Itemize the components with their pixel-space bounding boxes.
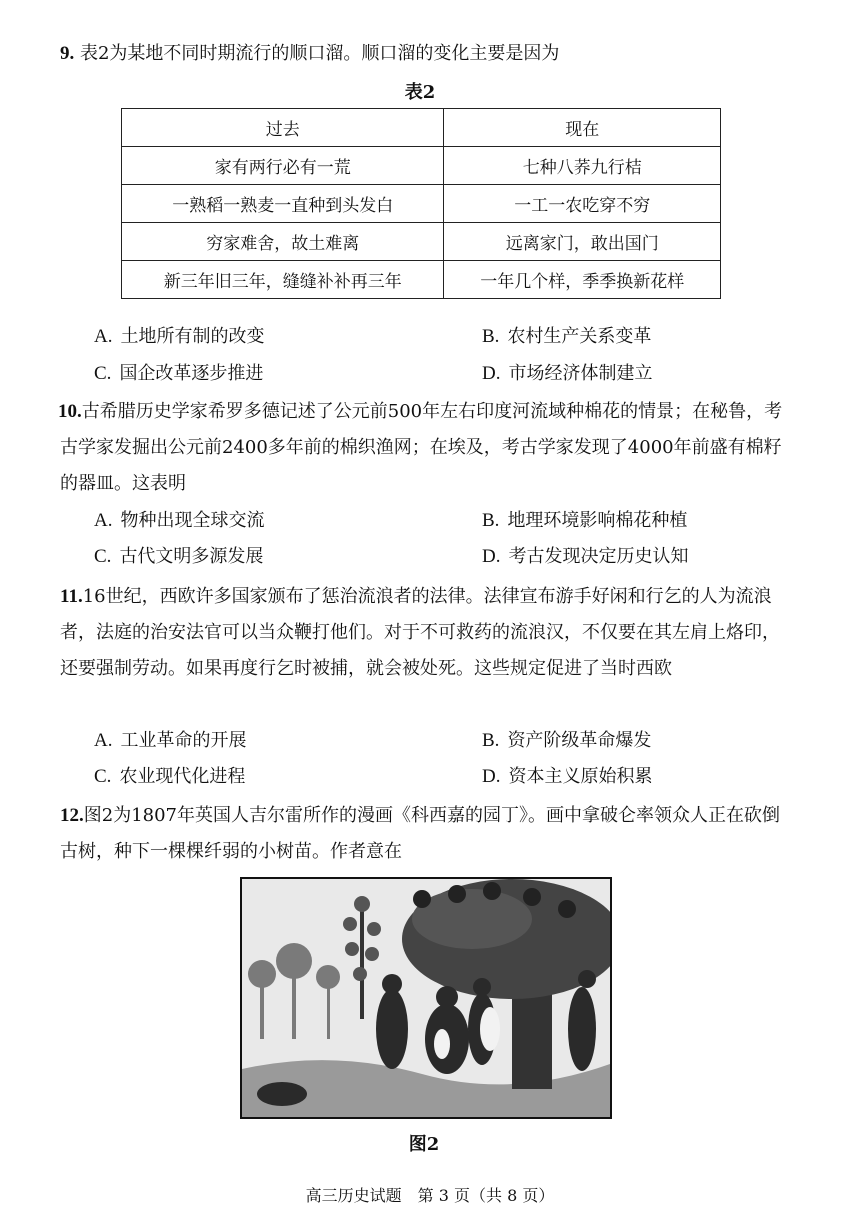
question-9: [60, 36, 790, 72]
table-row: [122, 223, 721, 261]
table-cell: 家有两行必有一荒: [122, 147, 444, 185]
option-a[interactable]: [94, 509, 264, 533]
option-d[interactable]: [482, 362, 652, 386]
table-cell: 远离家门，敢出国门: [444, 223, 721, 261]
option-letter: B.: [482, 326, 500, 347]
page-footer: 高三历史试题 第 3 页（共 8 页）: [305, 1186, 555, 1205]
table-cell: 七种八荞九行桔: [444, 147, 721, 185]
table-row: [122, 185, 721, 223]
option-letter: A.: [94, 510, 113, 531]
option-d[interactable]: [482, 765, 652, 789]
option-text: 土地所有制的改变: [120, 326, 265, 347]
option-b[interactable]: [482, 325, 651, 349]
option-a[interactable]: [94, 325, 264, 349]
cartoon-figure: [240, 877, 612, 1119]
option-letter: C.: [94, 363, 112, 384]
table-header-row: [122, 109, 721, 147]
option-b[interactable]: [482, 509, 687, 533]
option-c[interactable]: [94, 545, 263, 569]
option-text: 物种出现全球交流: [120, 510, 265, 531]
table-caption: 表2: [404, 82, 436, 103]
option-text: 国企改革逐步推进: [119, 363, 264, 384]
table-cell: 一熟稻一熟麦一直种到头发白: [122, 185, 444, 223]
table-cell: 穷家难舍，故土难离: [122, 223, 444, 261]
option-text: 农业现代化进程: [119, 766, 246, 787]
table-cell: 一工一农吃穿不穷: [444, 185, 721, 223]
table-2: [121, 108, 721, 299]
option-letter: A.: [94, 326, 113, 347]
option-d[interactable]: [482, 545, 688, 569]
question-number: 12.: [60, 805, 84, 826]
question-stem: 表2为某地不同时期流行的顺口溜。顺口溜的变化主要是因为: [79, 43, 560, 64]
option-b[interactable]: [482, 729, 651, 753]
question-stem: 古希腊历史学家希罗多德记述了公元前500年左右印度河流域种棉花的情景；在秘鲁，考古学家发掘出公元前2400多年前的棉织渔网；在埃及，考古学家发现了4000年前盛有棉籽的器皿。这表明: [60, 401, 783, 494]
option-c[interactable]: [94, 765, 245, 789]
option-text: 古代文明多源发展: [119, 546, 264, 567]
question-stem: 16世纪，西欧许多国家颁布了惩治流浪者的法律。法律宣布游手好闲和行乞的人为流浪者，法庭的治安法官可以当众鞭打他们。对于不可救药的流浪汉，不仅要在其左肩上烙印，还要强制劳动。如果再度行乞时被捕，就会被处死。这些规定促进了当时西欧: [60, 586, 780, 679]
question-number: 11.: [60, 586, 83, 607]
table-row: [122, 261, 721, 299]
option-letter: C.: [94, 546, 112, 567]
option-text: 资本主义原始积累: [508, 766, 653, 787]
option-letter: A.: [94, 730, 113, 751]
option-c[interactable]: [94, 362, 263, 386]
cartoon-illustration: [242, 879, 610, 1117]
option-letter: D.: [482, 546, 501, 567]
question-10: [60, 394, 790, 502]
question-12: [60, 798, 790, 870]
question-number: 9.: [60, 43, 75, 64]
figure-caption: 图2: [408, 1134, 440, 1155]
option-text: 考古发现决定历史认知: [508, 546, 689, 567]
option-text: 农村生产关系变革: [507, 326, 652, 347]
table-cell: 新三年旧三年，缝缝补补再三年: [122, 261, 444, 299]
question-11: [60, 579, 790, 687]
table-row: [122, 147, 721, 185]
option-a[interactable]: [94, 729, 246, 753]
option-letter: B.: [482, 510, 500, 531]
option-letter: D.: [482, 766, 501, 787]
question-stem: 图2为1807年英国人吉尔雷所作的漫画《科西嘉的园丁》。画中拿破仑率领众人正在砍倒古树，种下一棵棵纤弱的小树苗。作者意在: [60, 805, 781, 862]
table-cell: 一年几个样，季季换新花样: [444, 261, 721, 299]
option-letter: C.: [94, 766, 112, 787]
option-text: 工业革命的开展: [120, 730, 247, 751]
table-header-now: 现在: [444, 109, 721, 147]
question-number: 10.: [58, 401, 82, 422]
option-letter: B.: [482, 730, 500, 751]
table-header-past: 过去: [122, 109, 444, 147]
option-text: 地理环境影响棉花种植: [507, 510, 688, 531]
option-text: 市场经济体制建立: [508, 363, 653, 384]
option-letter: D.: [482, 363, 501, 384]
option-text: 资产阶级革命爆发: [507, 730, 652, 751]
